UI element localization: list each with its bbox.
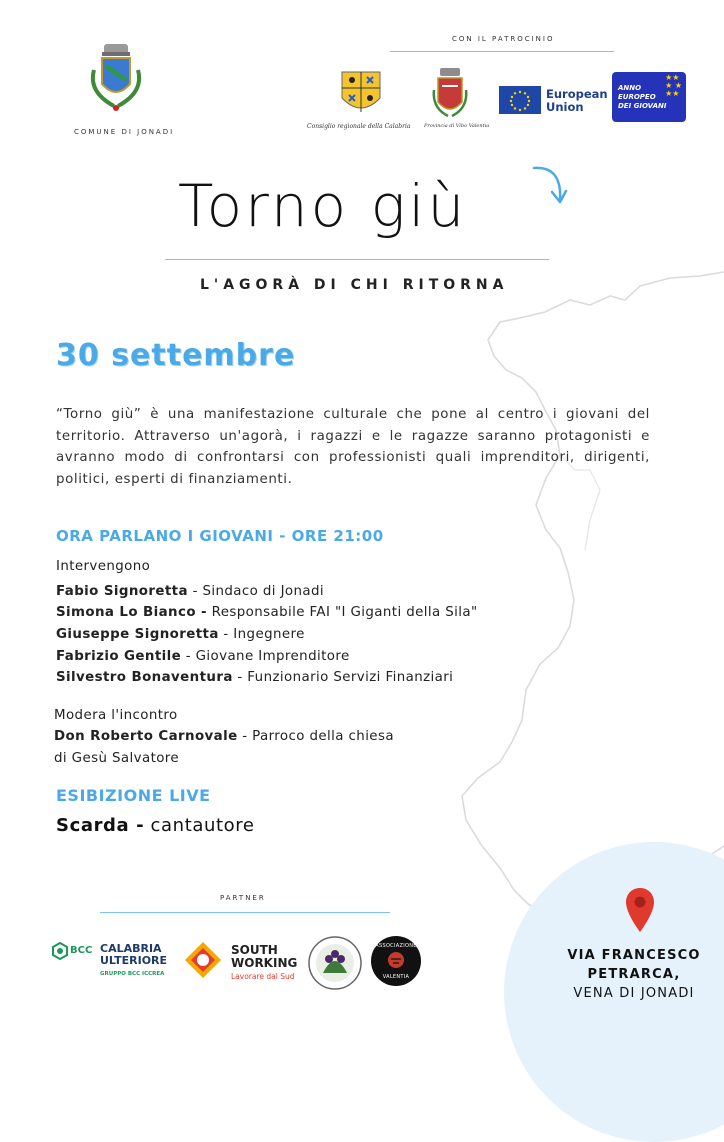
patronage-label: CON IL PATROCINIO [452, 35, 555, 43]
european-year-logo [612, 72, 686, 122]
eu-label [546, 88, 608, 114]
speaker-role: Responsabile FAI "I Giganti della Sila" [206, 605, 478, 620]
speaker-row [56, 670, 453, 685]
province-label: Provincia di Vibo Valentia [424, 123, 490, 129]
speaker-row [56, 649, 350, 664]
eu-label-line2: Union [546, 100, 584, 114]
calabria-region-logo-icon [338, 68, 384, 118]
south-working-line2: WORKING [231, 956, 298, 970]
location-pin-icon [624, 886, 656, 934]
speaker-role: - Ingegnere [218, 627, 305, 642]
year-label-line1: ANNO [618, 84, 642, 92]
eu-label-line1: European [546, 87, 608, 101]
speaker-name: Giuseppe Signoretta [56, 627, 219, 642]
partners-divider [100, 912, 390, 913]
speaker-row [56, 584, 324, 599]
title-divider [165, 259, 549, 260]
bcc-name [100, 943, 167, 967]
speaker-role: - Giovane Imprenditore [181, 649, 350, 664]
patronage-divider [390, 51, 614, 52]
bcc-line1: CALABRIA [100, 942, 162, 955]
moderator-role-cont: di Gesù Salvatore [54, 751, 180, 766]
assoc-line1: ASSOCIAZIONE [375, 943, 417, 949]
moderator-name: Don Roberto Carnovale [54, 729, 238, 744]
moderator-row [54, 729, 394, 744]
venue-address [552, 946, 716, 1003]
venue-line2: PETRARCA, [587, 967, 681, 982]
eu-flag-icon [499, 86, 541, 114]
bcc-logo-icon [52, 942, 68, 960]
partners-label: PARTNER [220, 894, 266, 902]
stars-icon: ★★ ★ ★ ★★ [665, 73, 682, 98]
venue-line1: VIA FRANCESCO [567, 948, 701, 963]
province-crest-icon [432, 66, 468, 120]
speaker-row [56, 605, 478, 620]
performer-name: Scarda - [56, 815, 145, 836]
assoc-line2: VALENTIA [382, 974, 410, 980]
event-subtitle: L'AGORÀ DI CHI RITORNA [200, 277, 509, 293]
south-working-logo-icon [183, 940, 223, 980]
year-label-line2: EUROPEO [618, 93, 656, 101]
speaker-name: Fabio Signoretta [56, 584, 188, 599]
speaker-name: Silvestro Bonaventura [56, 670, 233, 685]
curved-arrow-icon [530, 162, 570, 208]
performer-row [56, 815, 255, 836]
pro-loco-logo-icon [307, 935, 363, 991]
speaker-row [56, 627, 305, 642]
speaker-name: Fabrizio Gentile [56, 649, 182, 664]
bcc-group: GRUPPO BCC ICCREA [100, 971, 165, 977]
south-working-tagline: Lavorare dal Sud [231, 972, 295, 981]
event-date: 30 settembre [56, 338, 296, 373]
speaker-name: Simona Lo Bianco - [56, 605, 207, 620]
associazione-valentia-logo [371, 936, 421, 986]
bcc-prefix: BCC [70, 945, 93, 956]
program-heading: ORA PARLANO I GIOVANI - ORE 21:00 [56, 527, 384, 545]
speaker-role: - Sindaco di Jonadi [187, 584, 325, 599]
region-label: Consiglio regionale della Calabria [307, 123, 411, 130]
bcc-line2: ULTERIORE [100, 954, 168, 967]
venue-line3: VENA DI JONADI [573, 986, 695, 1001]
event-title: Torno giù [178, 172, 468, 240]
speakers-label: Intervengono [56, 559, 151, 574]
tiger-head-icon [387, 951, 405, 969]
speaker-role: - Funzionario Servizi Finanziari [232, 670, 454, 685]
south-working-line1: SOUTH [231, 943, 278, 957]
moderator-label: Modera l'incontro [54, 708, 178, 723]
live-heading: ESIBIZIONE LIVE [56, 786, 211, 805]
municipality-label: COMUNE DI JONADI [74, 128, 175, 136]
performer-role: cantautore [144, 815, 255, 836]
south-working-name [231, 944, 297, 970]
moderator-role: - Parroco della chiesa [237, 729, 394, 744]
jonadi-crest-icon [84, 40, 148, 118]
intro-paragraph: “Torno giù” è una manifestazione culturale che pone al centro i giovani del territorio. Attraverso un'agorà, i ragazzi e le ragazze saranno protagonisti e avranno modo di confrontarsi con professionisti quali imprenditori, dirigenti, politici, esperti di finanziamenti. [56, 407, 650, 487]
year-label-line3: DEI GIOVANI [618, 102, 667, 110]
